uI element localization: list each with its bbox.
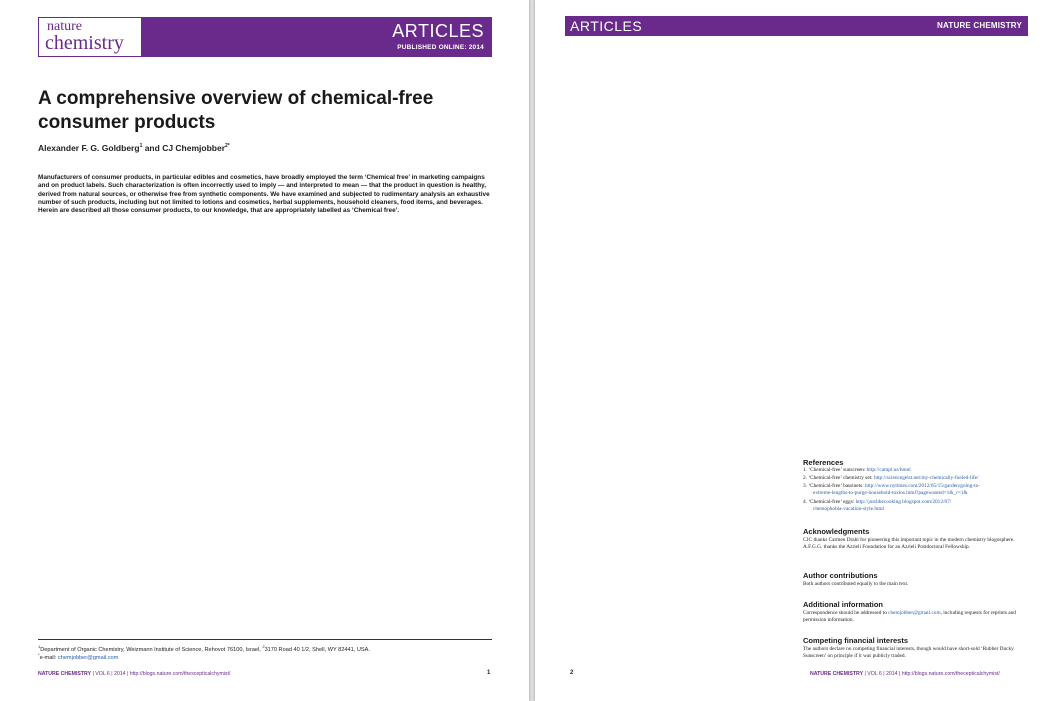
article-title: A comprehensive overview of chemical-free consumer products [38, 88, 434, 133]
correspondence-text: Correspondence should be addressed to [803, 610, 889, 616]
ref-label: ‘Chemical-free’ sunscreen: [808, 467, 867, 473]
aff-text-2: 3170 Road 40 1/2, Shell, WY 82441, USA. [264, 646, 370, 653]
additional-information-heading: Additional information [803, 600, 883, 609]
footer-journal: NATURE CHEMISTRY [38, 671, 92, 677]
logo-line-2: chemistry [45, 32, 124, 54]
aff-sup-2: 2 [262, 644, 265, 649]
ref-link[interactable]: http://justlikecooking.blogspot.com/2012/07/ [855, 499, 952, 505]
ref-label: ‘Chemical-free’ bassinets: [808, 483, 865, 489]
journal-logo [38, 17, 142, 57]
email-sup: * [38, 652, 40, 657]
additional-information-text [803, 610, 1027, 625]
ref-num: 4. [803, 499, 807, 505]
reference-item [803, 475, 1027, 482]
ref-link[interactable]: http://campl.us/bmnl [866, 467, 911, 473]
author-contributions-text: Both authors contributed equally to the main text. [803, 581, 909, 587]
competing-interests-heading: Competing financial interests [803, 636, 909, 645]
ref-num: 3. [803, 483, 807, 489]
page-number: 1 [487, 670, 491, 676]
ref-link-continued[interactable]: extreme-lengths-to-purge-household-toxins.html?pagewanted=1&_r=1& [813, 490, 968, 497]
ref-label: ‘Chemical-free’ eggs: [808, 499, 856, 505]
ref-num: 1. [803, 467, 807, 473]
header-band [142, 17, 492, 57]
footer-details[interactable]: | VOL 6 | 2014 | http://blogs.nature.com/thecepticalchymist/ [863, 671, 1000, 677]
email-link[interactable]: chemjobber@gmail.com [57, 654, 119, 661]
correspondence-email[interactable]: chemjobber@gmail.com [888, 610, 941, 616]
aff-sup-1: 1 [38, 644, 41, 649]
footer-details[interactable]: | VOL 6 | 2014 | http://blogs.nature.com/thescepticalchymist/ [91, 671, 231, 677]
footer-journal: NATURE CHEMISTRY [810, 671, 864, 677]
author-list [38, 143, 230, 153]
page-number: 2 [570, 670, 574, 676]
acknowledgments-text: CJC thanks Carmen Drahl for pioneering this important topic in the modern chemistry blogosphere. A.F.G.G. thanks the Azrieli Foundation for an Azrieli Postdoctoral Fellowship. [803, 537, 1015, 551]
page-1 [0, 0, 529, 701]
author-separator: and [142, 143, 163, 153]
acknowledgments-heading: Acknowledgments [803, 527, 870, 536]
competing-interests-text: The authors declare no competing financial interests, though would have short-sold ‘Rubber Ducky Sunscreen’ on principle if it was publicly traded. [803, 646, 1014, 660]
reference-item [803, 467, 1027, 474]
author-2: CJ Chemjobber [162, 143, 226, 153]
abstract: Manufacturers of consumer products, in particular edibles and cosmetics, have broadly employed the term ‘Chemical free’ in marketing campaigns and on product labels. Such characterization is often incorrectly used to imply — and interpreted to mean — that the product in question is healthy, derived from natural sources, or otherwise free from synthetic components. We have examined and subjected to rudimentary analysis an exhaustive number of such products, including but not limited to lotions and cosmetics, herbal supplements, household cleaners, food items, and beverages. Herein are described all those consumer products, to our knowledge, that are appropriately labelled as ‘Chemical free’. [38, 174, 490, 215]
ref-link-continued[interactable]: chemophobia-vacation-style.html [813, 506, 885, 513]
email-line [38, 651, 118, 662]
reference-item [803, 483, 1027, 498]
section-label: ARTICLES [570, 18, 643, 34]
page-2-footer [810, 671, 1000, 677]
journal-label: NATURE CHEMISTRY [937, 21, 1022, 30]
affiliation-divider [38, 639, 492, 640]
ref-label: ‘Chemical-free’ chemistry set: [808, 475, 874, 481]
aff-text-1: Department of Organic Chemistry, Weizmann Institute of Science, Rehovot 76100, Israel, [40, 646, 263, 653]
author-2-affiliation: 2* [225, 143, 230, 150]
logo-line-1: nature [47, 19, 82, 34]
reference-item [803, 499, 1027, 514]
author-1: Alexander F. G. Goldberg [38, 143, 140, 153]
ref-num: 2. [803, 475, 807, 481]
header-band [565, 16, 1028, 36]
published-label: PUBLISHED ONLINE: 2014 [397, 44, 484, 51]
section-label: ARTICLES [392, 21, 484, 41]
author-1-affiliation: 1 [139, 143, 143, 150]
references-heading: References [803, 458, 844, 467]
page-1-footer [38, 671, 230, 677]
ref-link[interactable]: http://www.nytimes.com/2012/05/15/garden/going-to- [865, 483, 980, 489]
ref-link[interactable]: http://sciencegeist.net/my-chemically-fueled-life/ [873, 475, 979, 481]
author-contributions-heading: Author contributions [803, 571, 878, 580]
email-label: e-mail: [39, 654, 58, 661]
correspondence-text-end: , including requests for reprints and permission information. [803, 610, 1016, 624]
page-2 [535, 0, 1064, 701]
